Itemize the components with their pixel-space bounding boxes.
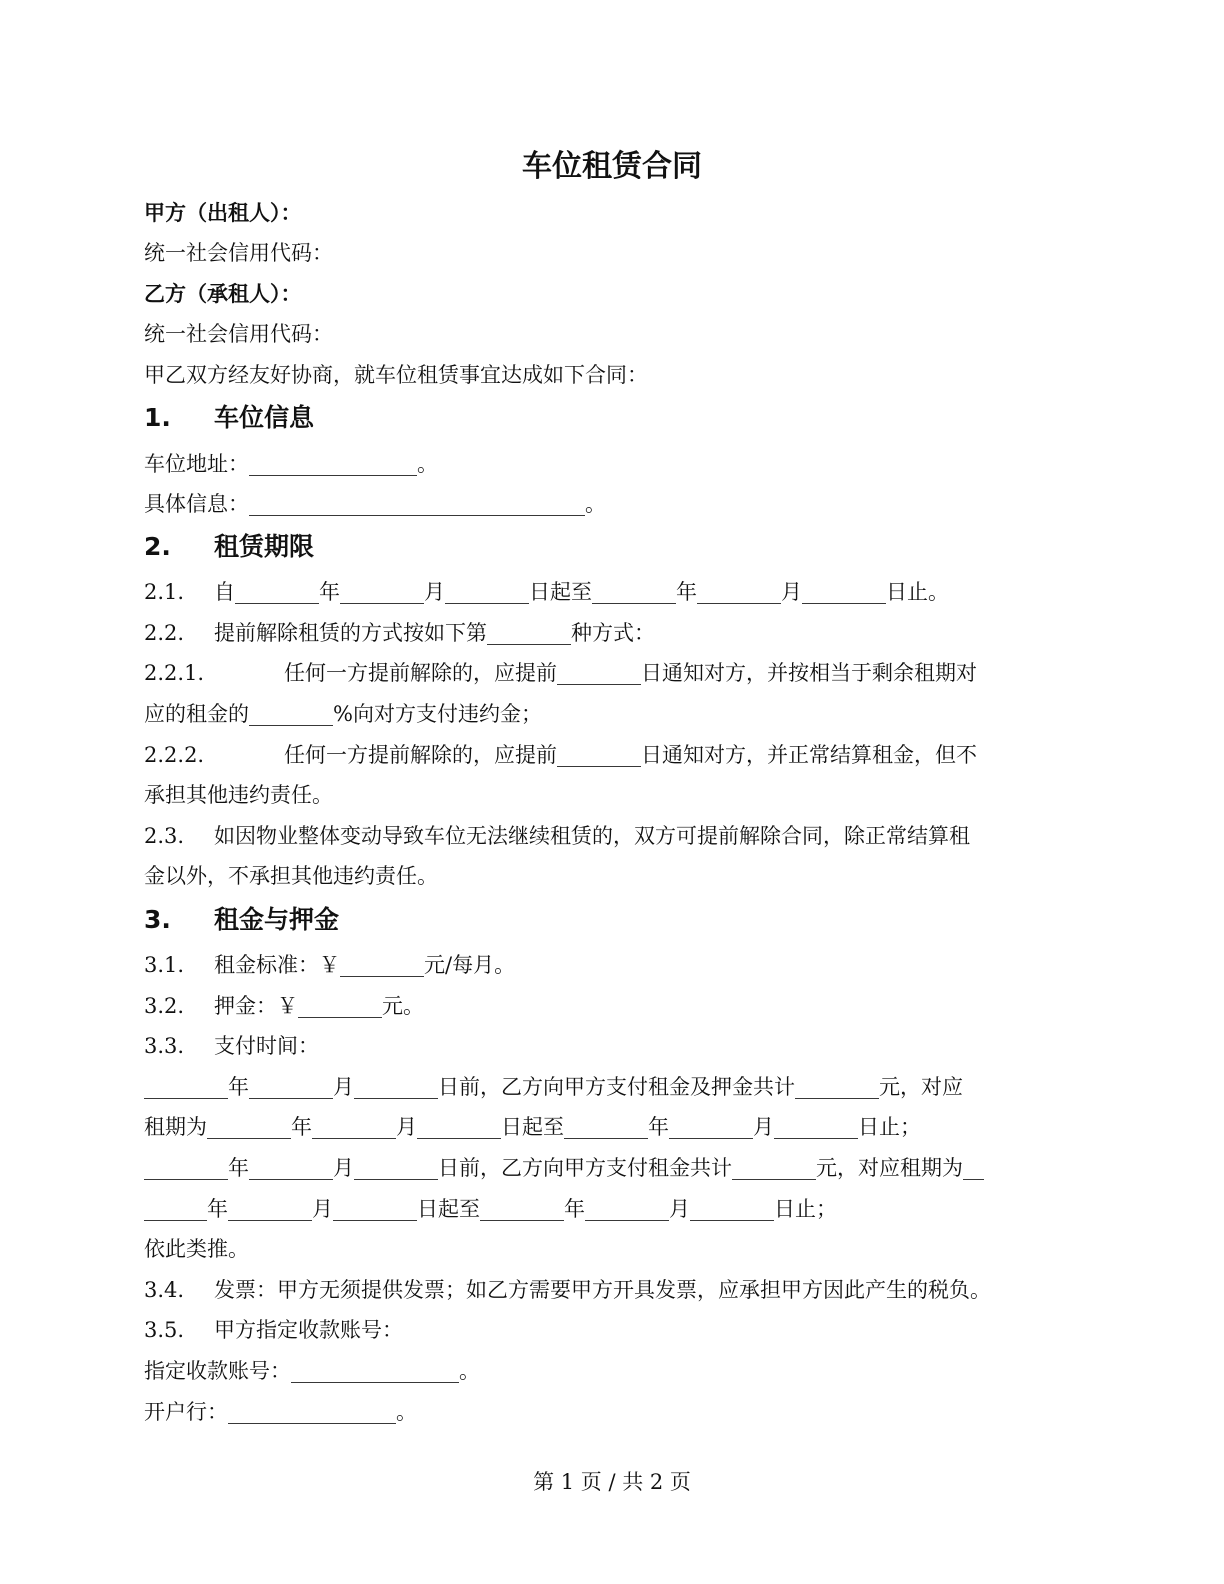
clause-number: 3.5. — [144, 1318, 185, 1342]
clause-number: 3.4. — [144, 1278, 185, 1302]
clause-3-3 — [144, 1026, 1104, 1066]
clause-text: 押金：￥________元。 — [214, 994, 424, 1018]
party-a-credit-code: 统一社会信用代码： — [144, 241, 333, 265]
section-3-title: 租金与押金 — [214, 905, 340, 934]
account-number: 指定收款账号：________________。 — [144, 1359, 480, 1383]
clause-number: 3.1. — [144, 953, 185, 977]
payment-etc: 依此类推。 — [144, 1237, 249, 1261]
section-2-number: 2. — [144, 532, 171, 561]
section-1-title: 车位信息 — [214, 403, 315, 432]
clause-text: 提前解除租赁的方式按如下第________种方式： — [214, 621, 655, 645]
clause-2-3-cont: 金以外，不承担其他违约责任。 — [144, 864, 438, 888]
clause-2-2-2-cont: 承担其他违约责任。 — [144, 783, 333, 807]
clause-3-4 — [144, 1270, 1104, 1310]
page-footer: 第 1 页 / 共 2 页 — [533, 1470, 691, 1494]
clause-number: 3.3. — [144, 1034, 185, 1058]
intro-text: 甲乙双方经友好协商，就车位租赁事宜达成如下合同： — [144, 363, 648, 387]
section-1-heading — [144, 396, 314, 440]
clause-2-1 — [144, 572, 1104, 612]
clause-3-1 — [144, 945, 1104, 985]
clause-text: 发票：甲方无须提供发票；如乙方需要甲方开具发票，应承担甲方因此产生的税负。 — [214, 1278, 991, 1302]
clause-text: 支付时间： — [214, 1034, 319, 1058]
clause-number: 2.2.2. — [144, 743, 205, 767]
payment-line-2: ________年________月________日前，乙方向甲方支付租金共计________元，对应租期为__ — [144, 1156, 984, 1180]
parking-detail: 具体信息：________________________________。 — [144, 492, 606, 516]
section-2-title: 租赁期限 — [214, 532, 315, 561]
party-b-credit-code: 统一社会信用代码： — [144, 322, 333, 346]
party-a-label: 甲方（出租人）： — [144, 201, 302, 225]
clause-2-2-1-cont: 应的租金的________%向对方支付违约金； — [144, 702, 542, 726]
clause-2-2-2 — [144, 735, 1104, 775]
clause-text: 如因物业整体变动导致车位无法继续租赁的，双方可提前解除合同，除正常结算租 — [214, 824, 970, 848]
document-title: 车位租赁合同 — [522, 149, 702, 184]
section-1-number: 1. — [144, 403, 171, 432]
payment-line-1-cont: 租期为________年________月________日起至________年________月________日止； — [144, 1115, 921, 1139]
party-b-label: 乙方（承租人）： — [144, 282, 302, 306]
clause-text: 甲方指定收款账号： — [214, 1318, 403, 1342]
clause-3-2 — [144, 986, 1104, 1026]
clause-text: 自________年________月________日起至________年________月________日止。 — [214, 580, 949, 604]
clause-3-5 — [144, 1310, 1104, 1350]
clause-number: 2.2.1. — [144, 661, 205, 685]
section-2-heading — [144, 525, 314, 569]
payment-line-1: ________年________月________日前，乙方向甲方支付租金及押金共计________元，对应 — [144, 1075, 963, 1099]
payment-line-2-cont: ______年________月________日起至________年________月________日止； — [144, 1197, 837, 1221]
clause-number: 3.2. — [144, 994, 185, 1018]
section-3-number: 3. — [144, 905, 171, 934]
section-3-heading — [144, 898, 339, 942]
clause-text: 任何一方提前解除的，应提前________日通知对方，并按相当于剩余租期对 — [284, 661, 977, 685]
clause-2-3 — [144, 816, 1104, 856]
clause-2-2 — [144, 613, 1104, 653]
parking-address: 车位地址：________________。 — [144, 452, 438, 476]
clause-number: 2.3. — [144, 824, 185, 848]
clause-number: 2.2. — [144, 621, 185, 645]
bank-name: 开户行：________________。 — [144, 1400, 417, 1424]
clause-2-2-1 — [144, 653, 1104, 693]
clause-text: 任何一方提前解除的，应提前________日通知对方，并正常结算租金，但不 — [284, 743, 977, 767]
clause-text: 租金标准：￥________元/每月。 — [214, 953, 516, 977]
clause-number: 2.1. — [144, 580, 185, 604]
